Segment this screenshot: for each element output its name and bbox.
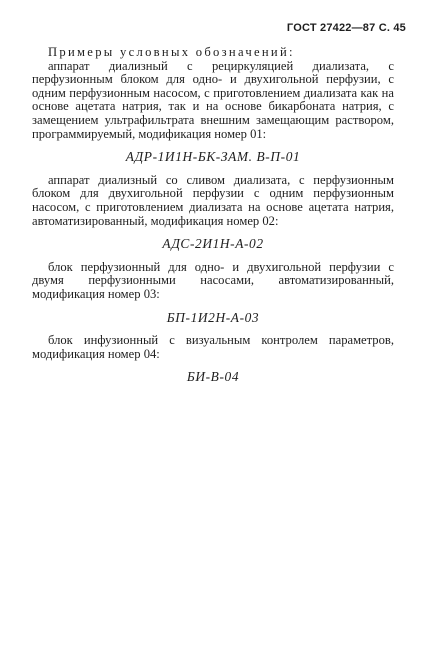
examples-heading: Примеры условных обозначений: [48,45,295,59]
designation-code-4: БИ-В-04 [186,369,240,385]
designation-code-3: БП-1И2Н-А-03 [166,309,260,325]
document-body [32,46,394,394]
example-description-2: аппарат диализный со сливом диализата, с перфузионным блоком для двухигольной перфузии с одним перфузионным насосом, с приготовлением диализата на основе ацетата натрия, автоматизированный, модификация номер 02: [32,172,394,228]
example-description-3: блок перфузионный для одно- и двухигольной перфузии с двумя перфузионными насосами, автоматизированный, модификация номер 03: [32,259,394,301]
designation-code-2: АДС-2И1Н-А-02 [162,236,264,252]
example-description-4: блок инфузионный с визуальным контролем параметров, модификация номер 04: [32,333,394,361]
page-header: ГОСТ 27422—87 С. 45 [286,22,406,34]
designation-code-1: АДР-1И1Н-БК-ЗАМ. В-П-01 [125,149,301,165]
example-description-1: аппарат диализный с рециркуляцией диализата, с перфузионным блоком для одно- и двухигольной перфузии, с одним перфузионным насосом, с приготовлением диализата как на основе ацетата натрия, так и на основе бикарбоната натрия, с замещением ультрафильтрата внешним замещающим раствором, программируемый, модификация номер 01: [32,58,394,141]
